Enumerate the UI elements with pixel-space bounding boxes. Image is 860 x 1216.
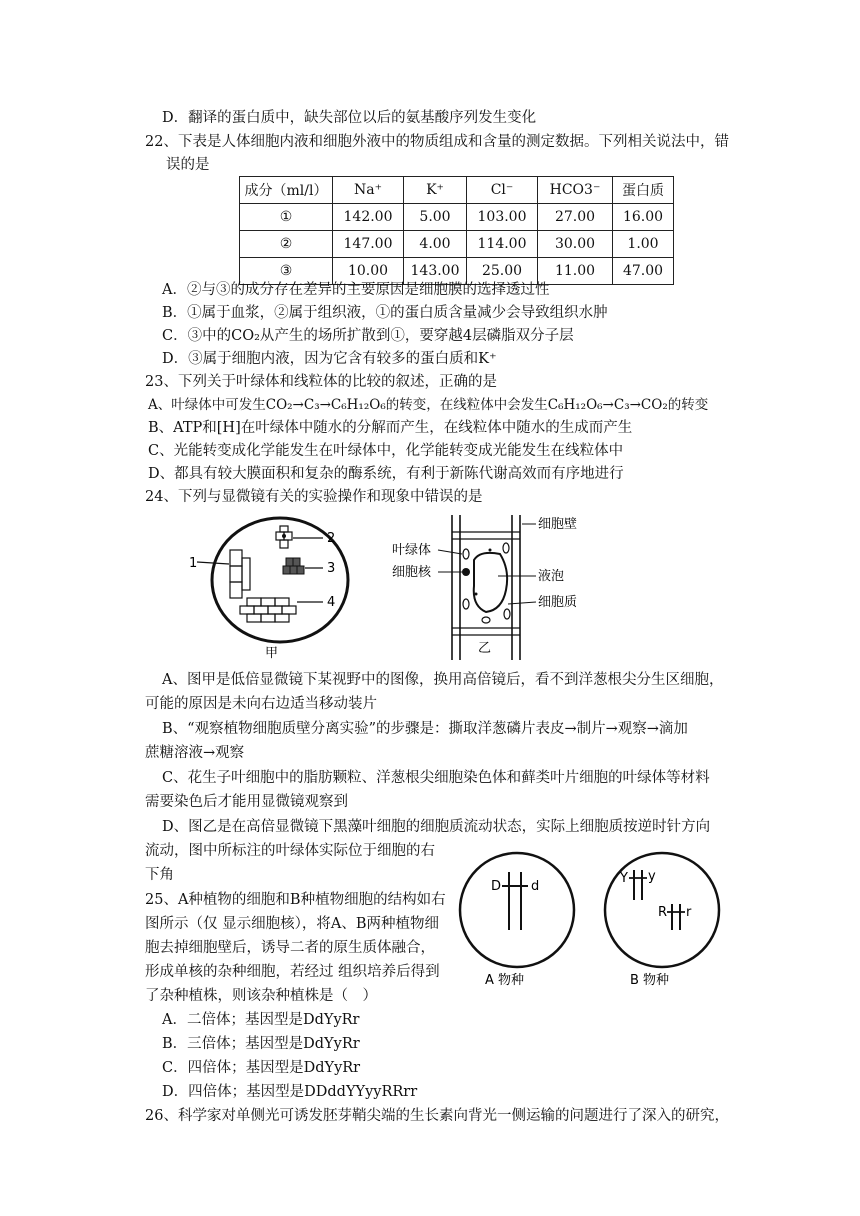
q22-option-d: D．③属于细胞内液，因为它含有较多的蛋白质和K⁺ (162, 351, 497, 367)
figure-label: 3 (327, 561, 336, 576)
q22-table (239, 176, 674, 285)
table-header-cell: 蛋白质 (613, 177, 674, 204)
q24-option-d-line2: 流动，图中所标注的叶绿体实际位于细胞的右 (145, 843, 435, 859)
q24-option-c-line2: 需要染色后才能用显微镜观察到 (145, 794, 348, 810)
q22-stem-line1: 22、下表是人体细胞内液和细胞外液中的物质组成和含量的测定数据。下列相关说法中，错 (145, 134, 729, 150)
table-cell: 10.00 (333, 258, 404, 285)
q25-stem-line1: 25、A种植物的细胞和B种植物细胞的结构如右 (145, 892, 446, 908)
gene-label: y (648, 869, 656, 884)
q24-option-c-line1: C、花生子叶细胞中的脂肪颗粒、洋葱根尖细胞染色体和藓类叶片细胞的叶绿体等材料 (162, 770, 710, 786)
table-cell: 147.00 (333, 231, 404, 258)
q22-stem-line2: 误的是 (166, 157, 210, 173)
q21-option-d: D．翻译的蛋白质中，缺失部位以后的氨基酸序列发生变化 (162, 110, 537, 126)
table-cell: 27.00 (538, 204, 613, 231)
table-cell: 5.00 (404, 204, 467, 231)
figure-label: 2 (327, 531, 336, 546)
table-cell: 142.00 (333, 204, 404, 231)
figure-species-a (455, 848, 595, 988)
q24-option-b-line2: 蔗糖溶液→观察 (145, 745, 245, 761)
q23-option-b: B、ATP和[H]在叶绿体中随水的分解而产生，在线粒体中随水的生成而产生 (148, 420, 633, 436)
figure-label: 细胞壁 (538, 517, 578, 532)
figure-caption: 乙 (478, 641, 492, 656)
table-header-cell: Cl⁻ (467, 177, 538, 204)
figure-label: 细胞核 (392, 565, 432, 580)
table-row (240, 204, 674, 231)
q25-option-a: A．二倍体；基因型是DdYyRr (162, 1012, 360, 1028)
q24-option-a-line2: 可能的原因是未向右边适当移动装片 (145, 696, 377, 712)
table-header-cell: K⁺ (404, 177, 467, 204)
q24-option-b-line1: B、“观察植物细胞质壁分离实验”的步骤是：撕取洋葱磷片表皮→制片→观察→滴加 (162, 721, 688, 737)
q23-stem: 23、下列关于叶绿体和线粒体的比较的叙述，正确的是 (145, 374, 497, 390)
table-header-cell: HCO3⁻ (538, 177, 613, 204)
q25-option-d: D．四倍体；基因型是DDddYYyyRRrr (162, 1084, 418, 1100)
figure-caption: A 物种 (485, 973, 525, 988)
figure-label: 4 (327, 595, 336, 610)
table-cell: ① (240, 204, 333, 231)
q25-option-b: B．三倍体；基因型是DdYyRr (162, 1036, 360, 1052)
q22-option-a: A．②与③的成分存在差异的主要原因是细胞膜的选择透过性 (162, 282, 550, 298)
table-cell: 103.00 (467, 204, 538, 231)
figure-yi (390, 510, 620, 665)
table-cell: 114.00 (467, 231, 538, 258)
figure-label: 叶绿体 (392, 543, 432, 558)
table-cell: 11.00 (538, 258, 613, 285)
q22-option-b: B．①属于血浆，②属于组织液，①的蛋白质含量减少会导致组织水肿 (162, 305, 608, 321)
table-cell: 25.00 (467, 258, 538, 285)
table-cell: ③ (240, 258, 333, 285)
table-cell: 47.00 (613, 258, 674, 285)
q25-stem-line4: 形成单核的杂种细胞，若经过 组织培养后得到 (145, 964, 440, 980)
table-header-cell: 成分（ml/l） (240, 177, 333, 204)
gene-label: D (491, 879, 502, 894)
q23-option-d: D、都具有较大膜面积和复杂的酶系统，有利于新陈代谢高效而有序地进行 (148, 466, 624, 482)
gene-label: r (686, 905, 692, 920)
q24-option-a-line1: A、图甲是低倍显微镜下某视野中的图像，换用高倍镜后，看不到洋葱根尖分生区细胞， (162, 672, 724, 688)
figure-species-b (600, 848, 740, 988)
q24-stem: 24、下列与显微镜有关的实验操作和现象中错误的是 (145, 489, 483, 505)
q25-option-c: C．四倍体；基因型是DdYyRr (162, 1060, 361, 1076)
figure-caption: 甲 (265, 646, 279, 661)
q25-stem-line3: 胞去掉细胞壁后，诱导二者的原生质体融合， (145, 940, 435, 956)
table-cell: 16.00 (613, 204, 674, 231)
gene-label: R (658, 905, 668, 920)
table-cell: 30.00 (538, 231, 613, 258)
table-header-row (240, 177, 674, 204)
q25-stem-line5: 了杂种植株，则该杂种植株是（ ） (145, 988, 377, 1004)
table-cell: 1.00 (613, 231, 674, 258)
table-cell: ② (240, 231, 333, 258)
figure-label: 液泡 (538, 569, 565, 584)
q26-stem: 26、科学家对单侧光可诱发胚芽鞘尖端的生长素向背光一侧运输的问题进行了深入的研究， (145, 1108, 729, 1124)
figure-label: 1 (189, 556, 198, 571)
q25-stem-line2: 图所示（仅 显示细胞核），将A、B两种植物细 (145, 916, 439, 932)
figure-label: 细胞质 (538, 595, 578, 610)
q23-option-a: A、叶绿体中可发生CO₂→C₃→C₆H₁₂O₆的转变，在线粒体中会发生C₆H₁₂O₆→C₃→CO₂的转变 (148, 397, 709, 413)
q24-option-d-line1: D、图乙是在高倍显微镜下黑藻叶细胞的细胞质流动状态，实际上细胞质按逆时针方向 (162, 819, 711, 835)
table-cell: 143.00 (404, 258, 467, 285)
gene-label: Y (620, 871, 628, 886)
table-header-cell: Na⁺ (333, 177, 404, 204)
gene-label: d (531, 879, 540, 894)
q24-option-d-line3: 下角 (145, 867, 174, 883)
table-row (240, 231, 674, 258)
figure-jia (185, 512, 355, 662)
figure-caption: B 物种 (630, 973, 670, 988)
q22-option-c: C．③中的CO₂从产生的场所扩散到①，要穿越4层磷脂双分子层 (162, 328, 574, 344)
q23-option-c: C、光能转变成化学能发生在叶绿体中，化学能转变成光能发生在线粒体中 (148, 443, 624, 459)
table-cell: 4.00 (404, 231, 467, 258)
